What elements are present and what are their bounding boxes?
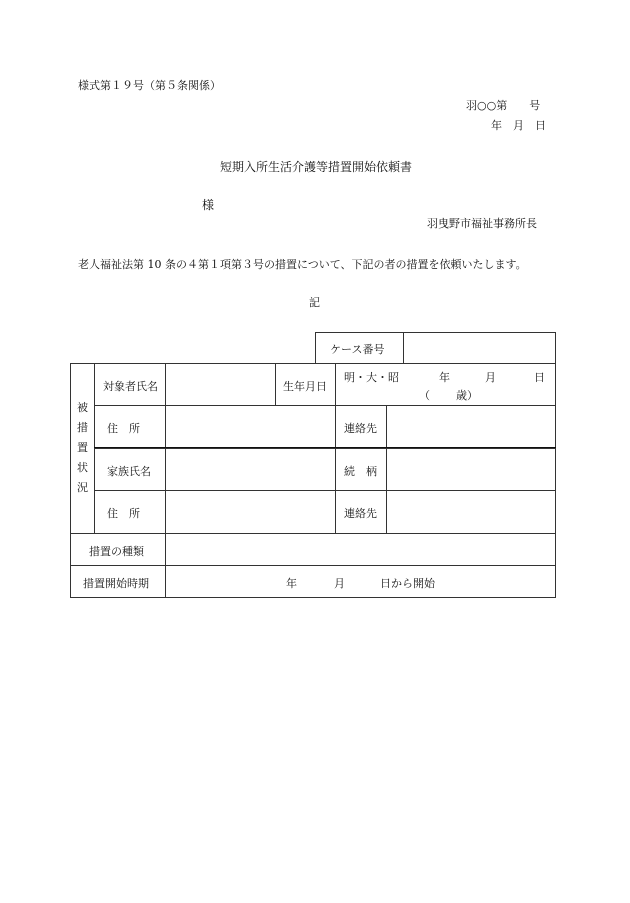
addressee-suffix: 様	[202, 198, 215, 212]
start-year-unit: 年	[286, 577, 297, 590]
start-month-unit: 月	[334, 577, 345, 590]
subject-name-label: 対象者氏名	[103, 380, 158, 393]
case-number-input[interactable]	[403, 332, 556, 364]
subject-name-label-cell	[94, 363, 166, 406]
relation-label-cell	[335, 448, 387, 491]
ki-heading: 記	[309, 296, 320, 309]
start-suffix: 日から開始	[380, 577, 435, 590]
document-number: 羽○○第 号	[466, 99, 541, 112]
document-date: 年 月 日	[491, 119, 546, 132]
address-input-2[interactable]	[165, 490, 336, 534]
body-text: 老人福祉法第 10 条の４第１項第３号の措置について、下記の者の措置を依頼いたします。	[78, 258, 527, 271]
side-label-char: 措	[77, 421, 88, 434]
side-label-char: 状	[77, 461, 88, 474]
address-label-1: 住 所	[107, 422, 140, 435]
birthdate-label-cell	[275, 363, 336, 406]
birth-day-unit: 日	[534, 371, 545, 384]
case-number-label: ケース番号	[330, 343, 385, 356]
birthdate-label: 生年月日	[283, 380, 327, 393]
side-label	[71, 398, 94, 498]
document-title: 短期入所生活介護等措置開始依頼書	[220, 160, 413, 174]
case-number-label-cell	[315, 332, 404, 364]
contact-label-cell-2	[335, 490, 387, 534]
family-name-label-cell	[94, 448, 166, 491]
start-period-label-cell	[70, 565, 166, 598]
contact-input-2[interactable]	[386, 490, 556, 534]
measure-type-input[interactable]	[165, 533, 556, 566]
birth-year-unit: 年	[439, 371, 450, 384]
address-label-2: 住 所	[107, 507, 140, 520]
age-open-paren: （	[419, 389, 430, 402]
family-name-input[interactable]	[165, 448, 336, 491]
contact-label-1: 連絡先	[344, 422, 377, 435]
address-input-1[interactable]	[165, 405, 336, 449]
contact-input-1[interactable]	[386, 405, 556, 449]
address-label-cell-2	[94, 490, 166, 534]
age-unit: 歳）	[456, 389, 478, 402]
issuer-name: 羽曳野市福祉事務所長	[427, 217, 537, 230]
contact-label-cell-1	[335, 405, 387, 449]
birthdate-input[interactable]	[335, 363, 556, 406]
relation-label: 続 柄	[344, 465, 377, 478]
family-name-label: 家族氏名	[107, 465, 151, 478]
measure-type-label-cell	[70, 533, 166, 566]
side-label-char: 況	[77, 481, 88, 494]
address-label-cell-1	[94, 405, 166, 449]
side-label-cell	[70, 363, 95, 534]
contact-label-2: 連絡先	[344, 507, 377, 520]
side-label-char: 置	[77, 441, 88, 454]
era-options: 明・大・昭	[344, 371, 399, 384]
subject-name-input[interactable]	[165, 363, 276, 406]
birth-month-unit: 月	[485, 371, 496, 384]
form-number: 様式第１９号（第５条関係）	[78, 79, 221, 92]
start-period-input[interactable]	[165, 565, 556, 598]
relation-input[interactable]	[386, 448, 556, 491]
measure-type-label: 措置の種類	[89, 545, 144, 558]
side-label-char: 被	[77, 401, 88, 414]
start-period-label: 措置開始時期	[83, 577, 149, 590]
